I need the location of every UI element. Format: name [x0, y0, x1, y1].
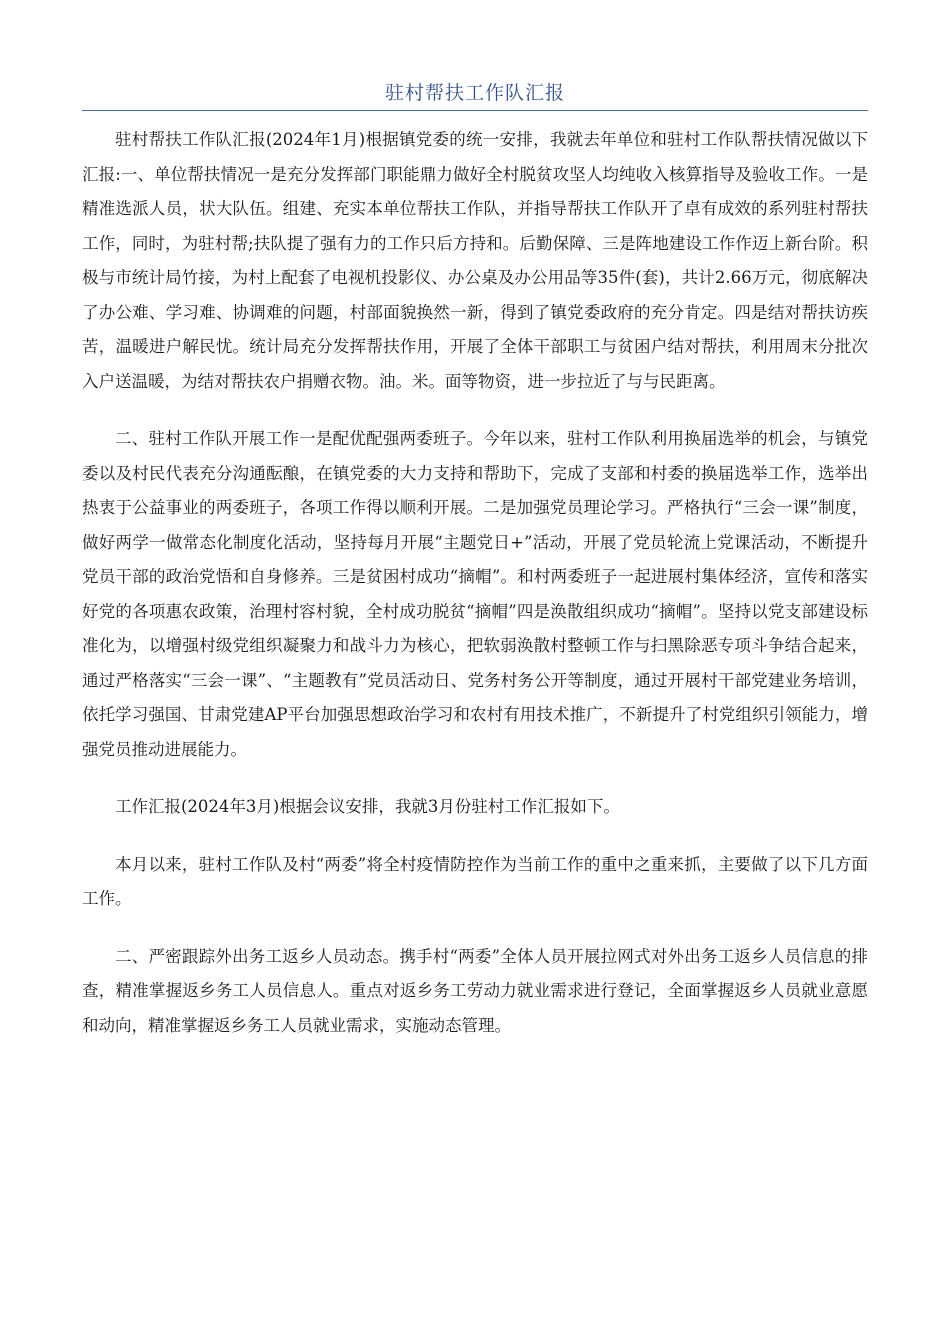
paragraph-2: 二、驻村工作队开展工作一是配优配强两委班子。今年以来，驻村工作队利用换届选举的机会，与镇党委以及村民代表充分沟通酝酿，在镇党委的大力支持和帮助下，完成了支部和村委的换届选举工作，选举出热衷于公益事业的两委班子，各项工作得以顺利开展。二是加强党员理论学习。严格执行“三会一课”制度，做好两学一做常态化制度化活动，坚持每月开展“主题党日+”活动，开展了党员轮流上党课活动，不断提升党员干部的政治党悟和自身修养。三是贫困村成功“摘帽”。和村两委班子一起进展村集体经济，宣传和落实好党的各项惠农政策，治理村容村貌，全村成功脱贫“摘帽”四是涣散组织成功“摘帽”。坚持以党支部建设标准化为，以增强村级党组织凝聚力和战斗力为核心，把软弱涣散村整顿工作与扫黑除恶专项斗争结合起来，通过严格落实“三会一课”、“主题教有”党员活动日、党务村务公开等制度，通过开展村干部党建业务培训，依托学习强国、甘肃党建AP平台加强思想政治学习和农村有用技术推广，不新提升了村党组织引领能力，增强党员推动进展能力。: [82, 429, 868, 759]
paragraph-4: 本月以来，驻村工作队及村“两委”将全村疫情防控作为当前工作的重中之重来抓，主要做了以下几方面工作。: [82, 854, 868, 908]
paragraph-1: 驻村帮扶工作队汇报(2024年1月)根据镇党委的统一安排，我就去年单位和驻村工作队帮扶情况做以下汇报:一、单位帮扶情况一是充分发挥部门职能鼎力做好全村脱贫攻坚人均纯收入核算指导及验收工作。一是精准选派人员，状大队伍。组建、充实本单位帮扶工作队，并指导帮扶工作队开了卓有成效的系列驻村帮扶工作，同时，为驻村帮;扶队提了强有力的工作只后方持和。后勤保障、三是阵地建设工作作迈上新台阶。积极与市统计局竹接，为村上配套了电视机投影仪、办公桌及办公用品等35件(套)，共计2.66万元，彻底解决了办公难、学习难、协调难的问题，村部面貌换然一新，得到了镇党委政府的充分肯定。四是结对帮扶访疾苦，温暖进户解民忧。统计局充分发挥帮扶作用，开展了全体干部职工与贫困户结对帮扶，利用周末分批次入户送温暖，为结对帮扶农户捐赠衣物。油。米。面等物资，进一步拉近了与与民距离。: [82, 130, 868, 391]
document-body: [82, 123, 868, 1043]
paragraph-3: 工作汇报(2024年3月)根据会议安排，我就3月份驻村工作汇报如下。: [115, 797, 620, 816]
paragraph-5: 二、严密跟踪外出务工返乡人员动态。携手村“两委”全体人员开展拉网式对外出务工返乡人员信息的排查，精准掌握返乡务工人员信息人。重点对返乡务工劳动力就业需求进行登记，全面掌握返乡人员就业意愿和动向，精准掌握返乡务工人员就业需求，实施动态管理。: [82, 946, 868, 1035]
document-header: [82, 78, 868, 111]
document-title: 驻村帮扶工作队汇报: [384, 82, 565, 104]
document-page: [82, 0, 868, 1066]
